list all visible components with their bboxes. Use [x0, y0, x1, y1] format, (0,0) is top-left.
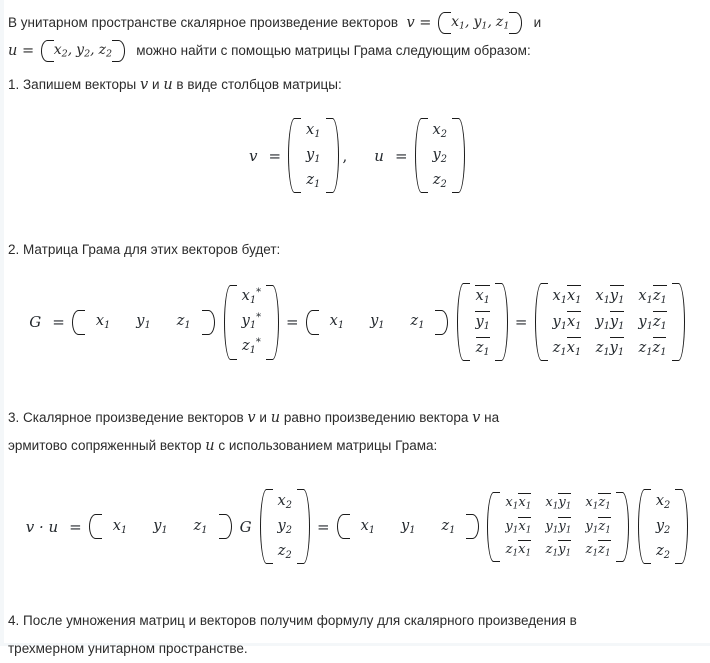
step-3-symbol-u2: u [205, 438, 215, 455]
matrix-cell: $z_1$ [306, 171, 321, 190]
step-3-symbol-u: u [270, 410, 281, 427]
step-1-number: 1. [8, 77, 20, 92]
formula-2-gram-matrix [533, 282, 687, 362]
step-4-number: 4. [8, 613, 20, 629]
left-paren [335, 513, 344, 540]
right-paren [303, 488, 312, 565]
matrix-cell: $y_1z_1$ [585, 518, 611, 536]
intro-vector-v: v = $x_1$, $y_1$, $z_1$ [402, 15, 534, 31]
intro-line1-text-b: и [533, 15, 542, 30]
step-3-number: 3. [8, 410, 20, 426]
matrix-cell: $y_2$ [277, 517, 293, 536]
matrix-cell: $z_1z_1$ [585, 541, 611, 559]
left-paren [485, 491, 494, 563]
matrix-cell: $x_1x_1$ [546, 283, 589, 309]
matrix-cell: $y_1y_1$ [545, 518, 572, 536]
matrix-cell: $z_2$ [277, 542, 292, 561]
formula-3-column-u [258, 488, 312, 565]
left-paren [304, 309, 313, 336]
formula-2-gram-symbol: G [29, 313, 42, 332]
right-paren [472, 513, 481, 540]
matrix-cell: $x_1z_1$ [631, 283, 673, 309]
step-1-symbol-u: u [163, 77, 173, 93]
left-paren [87, 513, 96, 540]
matrix-cell: $y_2$ [432, 146, 448, 165]
step-3-paragraph [8, 404, 702, 460]
formula-2-equals-1: = [52, 313, 65, 332]
right-paren [458, 117, 467, 194]
formula-1-equals-2: = [394, 146, 408, 165]
matrix-cell: $z_1^*$ [241, 337, 261, 356]
left-paren [636, 488, 645, 565]
matrix-cell: $y_1y_1$ [588, 309, 631, 335]
step-1-paragraph [8, 65, 702, 99]
formula-1-column-v [286, 117, 340, 194]
right-paren [332, 117, 341, 194]
right-paren [681, 488, 690, 565]
right-paren [501, 282, 510, 362]
formula-2-conjugate-column [455, 282, 509, 362]
formula-3-gram-matrix [485, 491, 630, 563]
matrix-cell: $y_1x_1$ [546, 309, 589, 335]
left-paren [286, 117, 295, 194]
formula-3 [8, 488, 702, 565]
matrix-cell: $y_1$ [153, 517, 168, 536]
matrix-cell: $x_2$ [432, 121, 447, 140]
matrix-cell: $x_1$ [112, 517, 128, 536]
matrix-cell: $x_1$ [306, 121, 321, 140]
step-3-text-d: на [484, 410, 500, 426]
formula-3-equals-1: = [69, 517, 82, 536]
matrix-cell: $y_1$ [468, 309, 496, 335]
formula-3-equals-2: = [317, 517, 330, 536]
right-paren [272, 284, 281, 361]
matrix-cell: $z_2$ [432, 171, 447, 190]
matrix-cell: $z_2$ [656, 542, 670, 561]
matrix-cell: $x_2$ [277, 492, 292, 511]
step-3-text-c: равно произведению вектора [283, 410, 469, 426]
step-1-text-a: Запишем векторы [23, 77, 137, 92]
matrix-cell: $y_1$ [370, 313, 385, 331]
step-4-text-b: трехмерном унитарном пространстве. [8, 641, 248, 657]
right-paren [678, 282, 687, 362]
right-paren [441, 309, 450, 336]
formula-2-equals-2: = [286, 313, 299, 332]
step-4-text-a: После умножения матриц и векторов получим формулу для скалярного произведения в [23, 613, 577, 629]
formula-1-equals-1: = [268, 146, 282, 165]
matrix-cell: $x_1$ [360, 517, 376, 536]
formula-1-comma: , [342, 146, 348, 165]
intro-vector-u: u = $x_2$, $y_2$, $z_2$ [8, 43, 136, 59]
intro-paragraph [8, 0, 702, 65]
step-2-number: 2. [8, 242, 20, 258]
step-3-text-e: эрмитово сопряженный вектор [8, 438, 202, 454]
matrix-cell: $y_1$ [136, 313, 151, 331]
left-paren [413, 117, 422, 194]
left-paren [455, 282, 464, 362]
formula-3-gram-symbol: G [239, 517, 252, 536]
formula-3-row-vector-2 [335, 513, 482, 540]
matrix-cell: $z_1$ [176, 313, 191, 331]
formula-1-column-u [413, 117, 467, 194]
matrix-cell: $y_1^*$ [241, 312, 262, 331]
matrix-cell: $y_1$ [401, 517, 416, 536]
matrix-cell: $x_1z_1$ [585, 495, 611, 512]
matrix-cell: $x_1$ [329, 313, 345, 331]
matrix-cell: $z_1z_1$ [632, 335, 674, 361]
step-3-text-f: с использованием матрицы Грама: [218, 438, 438, 454]
matrix-cell: $z_1y_1$ [589, 335, 631, 361]
left-paren [70, 309, 79, 336]
step-3-symbol-v: v [247, 410, 256, 427]
formula-3-lhs: v · u [25, 517, 59, 536]
matrix-cell: $x_1$ [468, 283, 496, 309]
step-2-paragraph [8, 236, 702, 264]
matrix-cell: $z_1x_1$ [546, 335, 588, 361]
matrix-cell: $x_2$ [655, 492, 671, 511]
matrix-cell: $x_1$ [95, 313, 111, 331]
matrix-cell: $y_1$ [306, 146, 321, 165]
matrix-cell: $z_1x_1$ [505, 541, 532, 559]
matrix-cell: $x_1^*$ [241, 287, 262, 306]
matrix-cell: $y_1x_1$ [505, 518, 532, 536]
intro-line1-text-a: В унитарном пространстве скалярное произведение векторов [8, 15, 399, 30]
matrix-cell: $z_1y_1$ [545, 541, 572, 559]
right-paren [622, 491, 631, 563]
step-1-text-c: в виде столбцов матрицы: [176, 77, 342, 92]
intro-line2-text: можно найти с помощью матрицы Грама следующим образом: [136, 43, 531, 58]
left-margin-rule [0, 0, 4, 646]
step-1-text-b: и [152, 77, 160, 92]
matrix-cell: $y_1z_1$ [631, 309, 673, 335]
formula-2-equals-3: = [514, 313, 528, 332]
formula-3-column-u-2 [636, 488, 690, 565]
step-1-symbol-v: v [140, 77, 149, 93]
step-3-text-b: и [259, 410, 267, 426]
formula-2-star-column [222, 284, 281, 361]
matrix-cell: $z_1$ [410, 313, 425, 331]
matrix-cell: $z_1$ [469, 335, 497, 361]
formula-1-lhs-u: u [374, 146, 384, 165]
formula-1-lhs-v: v [248, 146, 258, 165]
left-paren [258, 488, 267, 565]
formula-2-row-vector-1 [70, 309, 217, 336]
right-paren [225, 513, 234, 540]
matrix-cell: $z_1$ [193, 517, 208, 536]
document-content [8, 0, 702, 657]
step-2-text-a: Матрица Грама для этих векторов будет: [23, 242, 281, 258]
formula-2 [8, 282, 702, 362]
step-4-paragraph [8, 607, 702, 663]
step-3-symbol-v2: v [472, 410, 481, 427]
right-paren [208, 309, 217, 336]
matrix-cell: $x_1x_1$ [505, 495, 532, 512]
formula-2-row-vector-2 [304, 309, 451, 336]
matrix-cell: $z_1$ [441, 517, 456, 536]
left-paren [533, 282, 542, 362]
formula-3-row-vector-1 [87, 513, 234, 540]
formula-1 [8, 117, 702, 194]
matrix-cell: $x_1y_1$ [545, 495, 572, 512]
matrix-cell: $x_1y_1$ [588, 283, 631, 309]
step-3-text-a: Скалярное произведение векторов [23, 410, 244, 426]
left-paren [222, 284, 231, 361]
matrix-cell: $y_2$ [655, 517, 671, 536]
